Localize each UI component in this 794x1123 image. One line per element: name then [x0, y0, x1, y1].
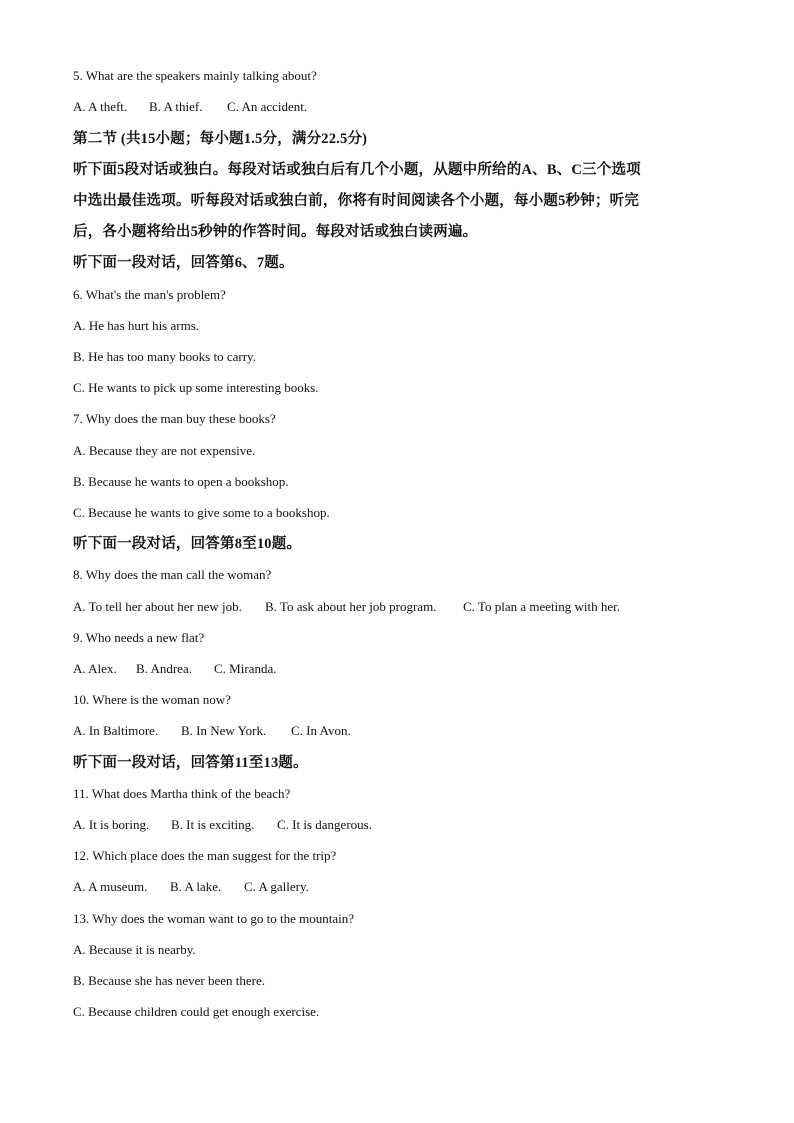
question-12: 12. Which place does the man suggest for the trip?	[73, 848, 337, 863]
question-13-option-a: A. Because it is nearby.	[73, 942, 196, 957]
option-b: B. In New York.	[181, 723, 267, 738]
group-2-heading: 听下面一段对话，回答第8至10题。	[73, 536, 302, 552]
option-a: A. A museum.	[73, 879, 148, 894]
option-b: B. Andrea.	[136, 661, 192, 676]
question-5-options	[73, 98, 307, 116]
question-8: 8. Why does the man call the woman?	[73, 567, 272, 582]
question-10-options	[73, 722, 351, 740]
option-c: C. In Avon.	[291, 723, 351, 738]
question-10: 10. Where is the woman now?	[73, 692, 231, 707]
question-7-option-a: A. Because they are not expensive.	[73, 443, 256, 458]
question-9-options	[73, 660, 276, 678]
question-13-option-b: B. Because she has never been there.	[73, 973, 266, 988]
question-6-option-b: B. He has too many books to carry.	[73, 349, 256, 364]
option-b: B. A lake.	[170, 879, 222, 894]
option-c: C. A gallery.	[244, 879, 309, 894]
question-13-option-c: C. Because children could get enough exercise.	[73, 1004, 320, 1019]
section-2-instructions-line-2: 中选出最佳选项。听每段对话或独白前，你将有时间阅读各个小题，每小题5秒钟；听完	[73, 193, 640, 209]
question-6-option-a: A. He has hurt his arms.	[73, 318, 200, 333]
option-a: A. In Baltimore.	[73, 723, 159, 738]
option-b: B. To ask about her job program.	[265, 599, 437, 614]
section-2-instructions-line-3: 后，各小题将给出5秒钟的作答时间。每段对话或独白读两遍。	[73, 224, 478, 240]
option-a: A. Alex.	[73, 661, 117, 676]
question-8-options	[73, 598, 620, 616]
question-7-option-b: B. Because he wants to open a bookshop.	[73, 474, 289, 489]
option-a: A. A theft.	[73, 99, 128, 114]
option-c: C. An accident.	[227, 99, 308, 114]
question-5: 5. What are the speakers mainly talking about?	[73, 68, 317, 83]
question-7-option-c: C. Because he wants to give some to a bookshop.	[73, 505, 330, 520]
question-6: 6. What's the man's problem?	[73, 287, 226, 302]
option-b: B. A thief.	[149, 99, 203, 114]
option-b: B. It is exciting.	[171, 817, 255, 832]
option-c: C. To plan a meeting with her.	[463, 599, 620, 614]
question-7: 7. Why does the man buy these books?	[73, 411, 276, 426]
question-12-options	[73, 878, 309, 896]
group-3-heading: 听下面一段对话，回答第11至13题。	[73, 755, 308, 771]
group-1-heading: 听下面一段对话，回答第6、7题。	[73, 255, 294, 271]
question-11-options	[73, 816, 372, 834]
option-c: C. Miranda.	[214, 661, 277, 676]
question-6-option-c: C. He wants to pick up some interesting books.	[73, 380, 319, 395]
question-13: 13. Why does the woman want to go to the mountain?	[73, 911, 355, 926]
section-2-instructions-line-1: 听下面5段对话或独白。每段对话或独白后有几个小题，从题中所给的A、B、C三个选项	[73, 162, 641, 178]
option-a: A. To tell her about her new job.	[73, 599, 242, 614]
option-a: A. It is boring.	[73, 817, 150, 832]
question-9: 9. Who needs a new flat?	[73, 630, 205, 645]
option-c: C. It is dangerous.	[277, 817, 372, 832]
question-11: 11. What does Martha think of the beach?	[73, 786, 291, 801]
section-2-heading: 第二节 (共15小题；每小题1.5分，满分22.5分)	[73, 131, 368, 147]
